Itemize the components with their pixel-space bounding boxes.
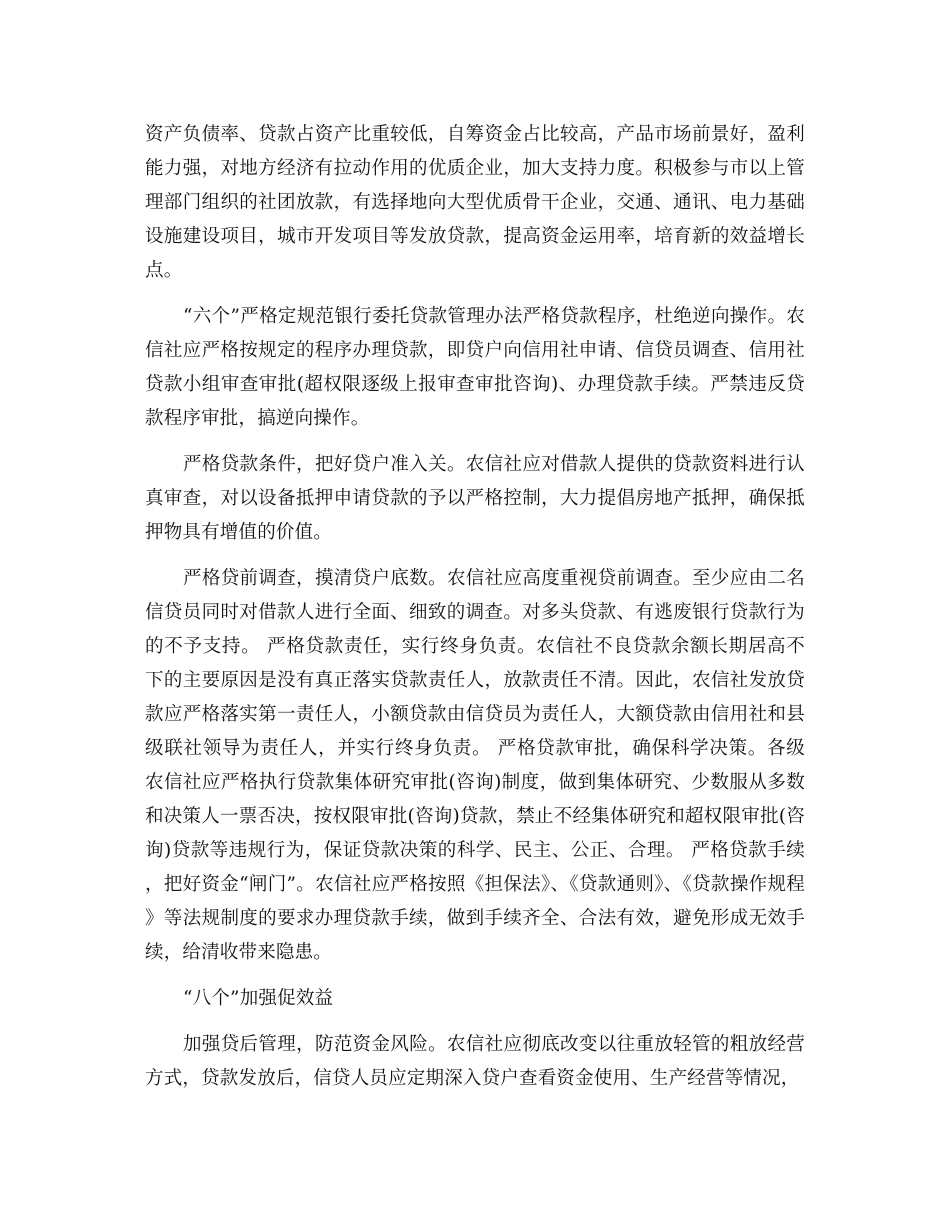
paragraph-4: 严格贷前调查，摸清贷户底数。农信社应高度重视贷前调查。至少应由二名信贷员同时对借款人进行全面、细致的调查。对多头贷款、有逃废银行贷款行为的不予支持。 严格贷款责任，实行终身负责。农信社不良贷款余额长期居高不下的主要原因是没有真正落实贷款责任人，放款责任不清。因此，农信社发放贷款应严格落实第一责任人，小额贷款由信贷员为责任人，大额贷款由信用社和县级联社领导为责任人，并实行终身负责。 严格贷款审批，确保科学决策。各级农信社应严格执行贷款集体研究审批(咨询)制度，做到集体研究、少数服从多数和决策人一票否决，按权限审批(咨询)贷款，禁止不经集体研究和超权限审批(咨询)贷款等违规行为，保证贷款决策的科学、民主、公正、合理。 严格贷款手续，把好资金“闸门”。农信社应严格按照《担保法》、《贷款通则》、《贷款操作规程》等法规制度的要求办理贷款手续，做到手续齐全、合法有效，避免形成无效手续，给清收带来隐患。 [145,568,805,963]
paragraph-3: 严格贷款条件，把好贷户准入关。农信社应对借款人提供的贷款资料进行认真审查，对以设备抵押申请贷款的予以严格控制，大力提倡房地产抵押，确保抵押物具有增值的价值。 [145,454,805,543]
paragraph-1: 资产负债率、贷款占资产比重较低，自筹资金占比较高，产品市场前景好，盈利能力强，对地方经济有拉动作用的优质企业，加大支持力度。积极参与市以上管理部门组织的社团放款，有选择地向大型优质骨干企业，交通、通讯、电力基础设施建设项目，城市开发项目等发放贷款，提高资金运用率，培育新的效益增长点。 [145,124,805,281]
paragraph-5: 加强贷后管理，防范资金风险。农信社应彻底改变以往重放轻管的粗放经营方式，贷款发放后，信贷人员应定期深入贷户查看资金使用、生产经营等情况， [145,1034,805,1089]
document-body [145,118,805,1108]
section-heading: “八个”加强促效益 [183,988,334,1009]
paragraph-2: “六个”严格定规范银行委托贷款管理办法严格贷款程序，杜绝逆向操作。农信社应严格按规定的程序办理贷款，即贷户向信用社申请、信贷员调查、信用社贷款小组审查审批(超权限逐级上报审查审批咨询)、办理贷款手续。严禁违反贷款程序审批，搞逆向操作。 [145,306,805,429]
